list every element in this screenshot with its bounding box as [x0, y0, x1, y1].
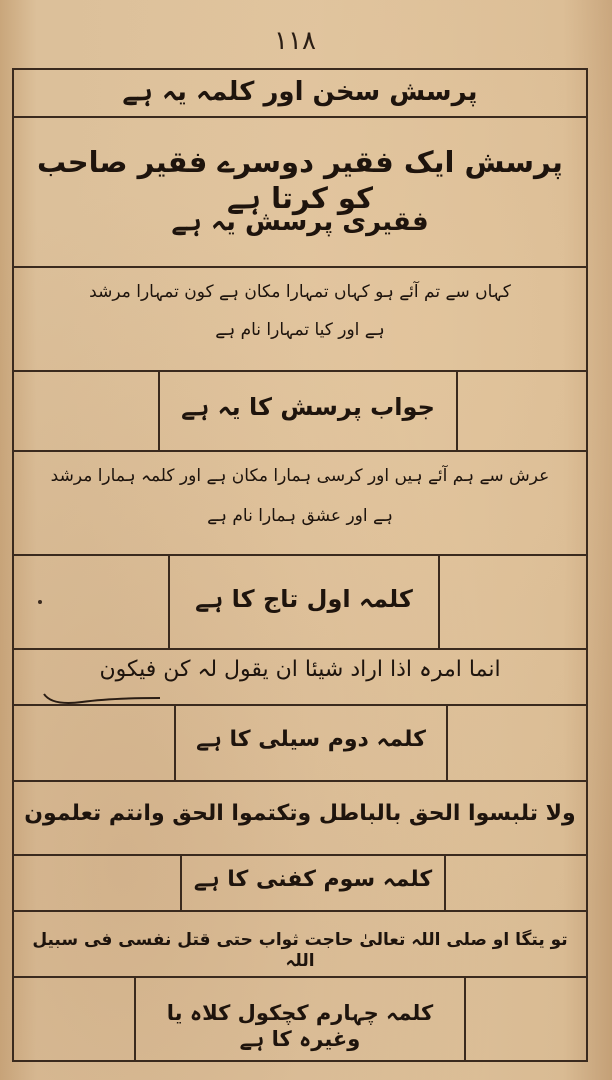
page-number: ۱۱۸: [274, 26, 316, 56]
row-kalima-fourth: [12, 978, 588, 1062]
row-verse-3: [12, 912, 588, 978]
row-question-body: [12, 268, 588, 372]
answer-heading-text: جواب پرسش کا یہ ہے: [181, 393, 435, 421]
question-body-line-1: کہاں سے تم آئے ہو کہاں تمہارا مکان ہے کون تمہارا مرشد: [89, 282, 511, 302]
verse-2-text: ولا تلبسوا الحق بالباطل وتکتموا الحق وانتم تعلمون: [24, 801, 576, 826]
kalima-fourth-cell: [134, 978, 466, 1062]
row-kalima-first: [12, 556, 588, 650]
row-verse-2: [12, 782, 588, 856]
answer-heading-cell: [158, 372, 458, 450]
verse-3-text: تو یتگا او صلی اللہ تعالیٰ حاجت ثواب حتی قتل نفسی فی سبیل اللہ: [32, 930, 568, 972]
answer-body-line-2: ہے اور عشق ہمارا نام ہے: [207, 506, 393, 526]
heading-question-text: پرسش سخن اور کلمہ یہ ہے: [122, 77, 478, 107]
kalima-first-text: کلمہ اول تاج کا ہے: [195, 585, 413, 613]
question-body-line-2: ہے اور کیا تمہارا نام ہے: [215, 320, 385, 340]
row-kalima-third: [12, 856, 588, 912]
verse-1-text: انما امرہ اذا اراد شیئا ان یقول لہ کن فیکون: [99, 657, 501, 682]
kalima-first-cell: [168, 556, 440, 648]
row-answer-heading: [12, 372, 588, 452]
row-verse-1: [12, 650, 588, 706]
kalima-fourth-text: کلمہ چہارم کچکول کلاہ یا وغیرہ کا ہے: [166, 1001, 434, 1052]
row-answer-body: [12, 452, 588, 556]
question-intro-line-1: پرسش ایک فقیر دوسرے فقیر صاحب کو کرتا ہے: [37, 145, 563, 216]
kalima-second-text: کلمہ دوم سیلی کا ہے: [196, 727, 426, 752]
kalima-second-cell: [174, 706, 448, 780]
row-heading-question: [12, 68, 588, 118]
row-kalima-second: [12, 706, 588, 782]
row-question-intro: [12, 118, 588, 268]
kalima-third-text: کلمہ سوم کفنی کا ہے: [193, 867, 433, 892]
answer-body-line-1: عرش سے ہم آئے ہیں اور کرسی ہمارا مکان ہے اور کلمہ ہمارا مرشد: [50, 466, 550, 486]
question-intro-line-2: فقیری پرسش یہ ہے: [171, 207, 429, 237]
kalima-third-cell: [180, 856, 446, 910]
ink-dot: [38, 600, 42, 604]
